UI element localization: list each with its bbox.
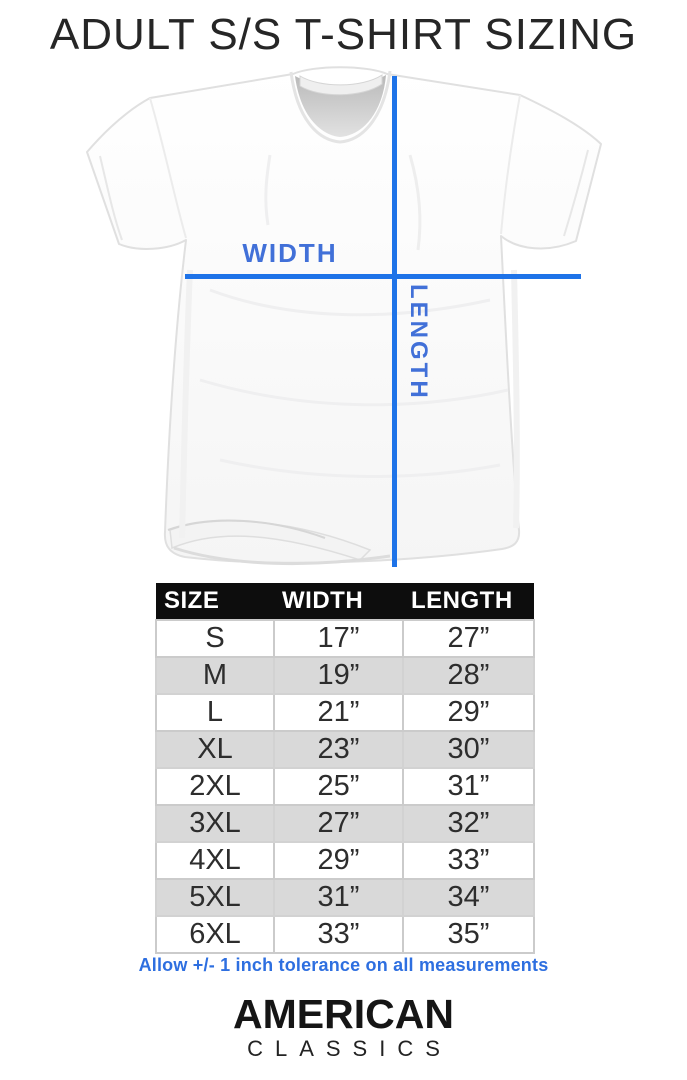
size-table-body xyxy=(156,620,534,953)
length-cell: 34” xyxy=(403,879,534,916)
size-table-header xyxy=(156,583,534,620)
width-cell: 21” xyxy=(274,694,403,731)
width-cell: 31” xyxy=(274,879,403,916)
size-table-row xyxy=(156,842,534,879)
size-table-row xyxy=(156,805,534,842)
size-cell: L xyxy=(156,694,274,731)
size-cell: M xyxy=(156,657,274,694)
col-header-width: WIDTH xyxy=(274,583,403,620)
size-table-row xyxy=(156,768,534,805)
size-cell: 6XL xyxy=(156,916,274,953)
width-cell: 29” xyxy=(274,842,403,879)
length-cell: 31” xyxy=(403,768,534,805)
size-table xyxy=(155,583,535,954)
length-cell: 33” xyxy=(403,842,534,879)
tshirt-illustration xyxy=(70,60,620,575)
width-cell: 27” xyxy=(274,805,403,842)
length-cell: 32” xyxy=(403,805,534,842)
side-shading xyxy=(514,270,517,528)
length-cell: 29” xyxy=(403,694,534,731)
brand-name-american: AMERICAN xyxy=(233,991,454,1037)
size-table-row xyxy=(156,879,534,916)
size-cell: 2XL xyxy=(156,768,274,805)
width-cell: 19” xyxy=(274,657,403,694)
width-cell: 25” xyxy=(274,768,403,805)
width-cell: 33” xyxy=(274,916,403,953)
width-measure-line xyxy=(185,274,581,279)
length-cell: 35” xyxy=(403,916,534,953)
size-cell: S xyxy=(156,620,274,657)
col-header-size: SIZE xyxy=(156,583,274,620)
size-table-row xyxy=(156,657,534,694)
col-header-length: LENGTH xyxy=(403,583,534,620)
size-cell: XL xyxy=(156,731,274,768)
size-cell: 5XL xyxy=(156,879,274,916)
length-cell: 27” xyxy=(403,620,534,657)
tolerance-note: Allow +/- 1 inch tolerance on all measurements xyxy=(138,955,549,975)
width-label: WIDTH xyxy=(242,238,338,268)
length-cell: 30” xyxy=(403,731,534,768)
size-cell: 3XL xyxy=(156,805,274,842)
size-cell: 4XL xyxy=(156,842,274,879)
brand-logo xyxy=(0,991,687,1062)
size-table-row xyxy=(156,620,534,657)
size-table-row xyxy=(156,731,534,768)
length-measure-line xyxy=(392,76,397,567)
brand-name-classics: CLASSICS xyxy=(247,1036,452,1061)
size-table-row xyxy=(156,916,534,953)
page-title: ADULT S/S T-SHIRT SIZING xyxy=(49,10,638,59)
size-table-row xyxy=(156,694,534,731)
width-cell: 23” xyxy=(274,731,403,768)
width-cell: 17” xyxy=(274,620,403,657)
length-label: LENGTH xyxy=(405,284,432,401)
length-cell: 28” xyxy=(403,657,534,694)
